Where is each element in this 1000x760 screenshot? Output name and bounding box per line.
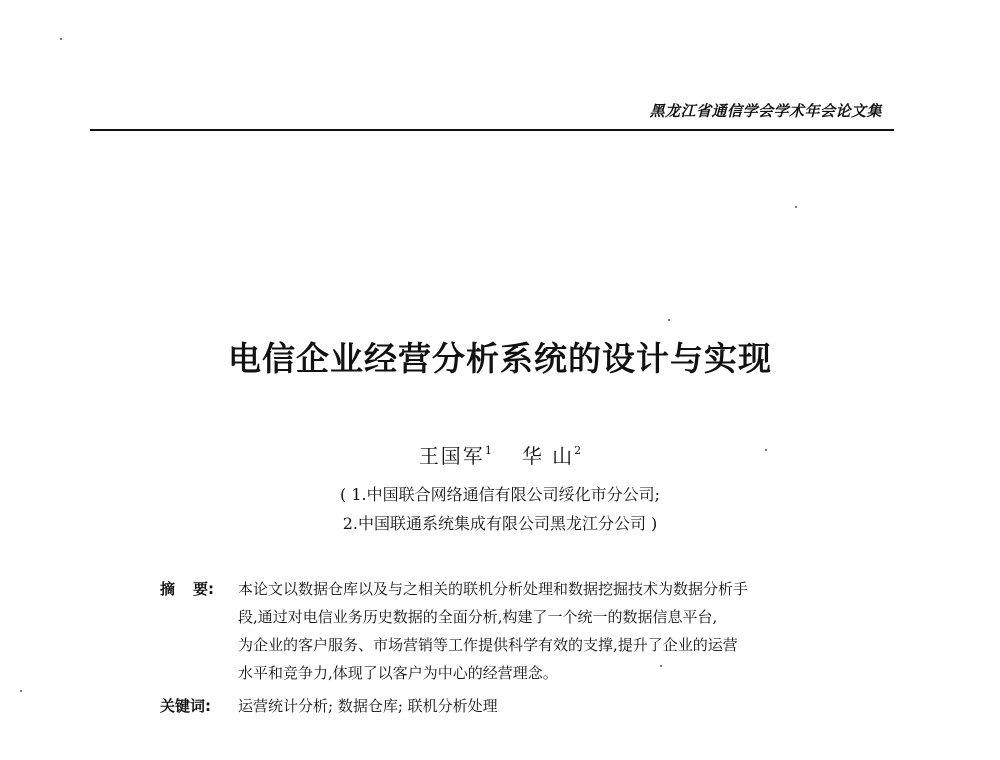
scan-speck bbox=[660, 665, 662, 667]
author-affiliation-mark: 1 bbox=[484, 444, 492, 457]
abstract-line: 水平和竞争力,体现了以客户为中心的经营理念。 bbox=[238, 664, 558, 682]
abstract-line: 段,通过对电信业务历史数据的全面分析,构建了一个统一的数据信息平台, bbox=[238, 608, 718, 626]
author-name: 王国军 bbox=[418, 444, 485, 468]
abstract-label: 摘 要: bbox=[160, 580, 215, 598]
affiliation-line: 2.中国联通系统集成有限公司黑龙江分公司 ) bbox=[342, 514, 658, 533]
abstract-line: 本论文以数据仓库以及与之相关的联机分析处理和数据挖掘技术为数据分析手 bbox=[238, 580, 749, 598]
scan-speck bbox=[60, 38, 62, 40]
abstract-line: 为企业的客户服务、市场营销等工作提供科学有效的支撑,提升了企业的运营 bbox=[238, 636, 738, 654]
keywords-label: 关键词: bbox=[160, 697, 211, 715]
header-divider bbox=[90, 129, 894, 131]
scan-speck bbox=[795, 206, 797, 208]
affiliation-line: ( 1.中国联合网络通信有限公司绥化市分公司; bbox=[340, 485, 660, 504]
author-line bbox=[0, 440, 1000, 469]
scan-speck bbox=[20, 690, 22, 692]
scan-speck bbox=[668, 319, 670, 321]
scan-speck bbox=[765, 449, 767, 451]
author-affiliation-mark: 2 bbox=[574, 444, 582, 457]
journal-header: 黑龙江省通信学会学术年会论文集 bbox=[649, 102, 882, 120]
keywords-text: 运营统计分析; 数据仓库; 联机分析处理 bbox=[238, 697, 498, 715]
author-name: 华 山 bbox=[521, 444, 575, 468]
paper-title: 电信企业经营分析系统的设计与实现 bbox=[228, 339, 772, 378]
